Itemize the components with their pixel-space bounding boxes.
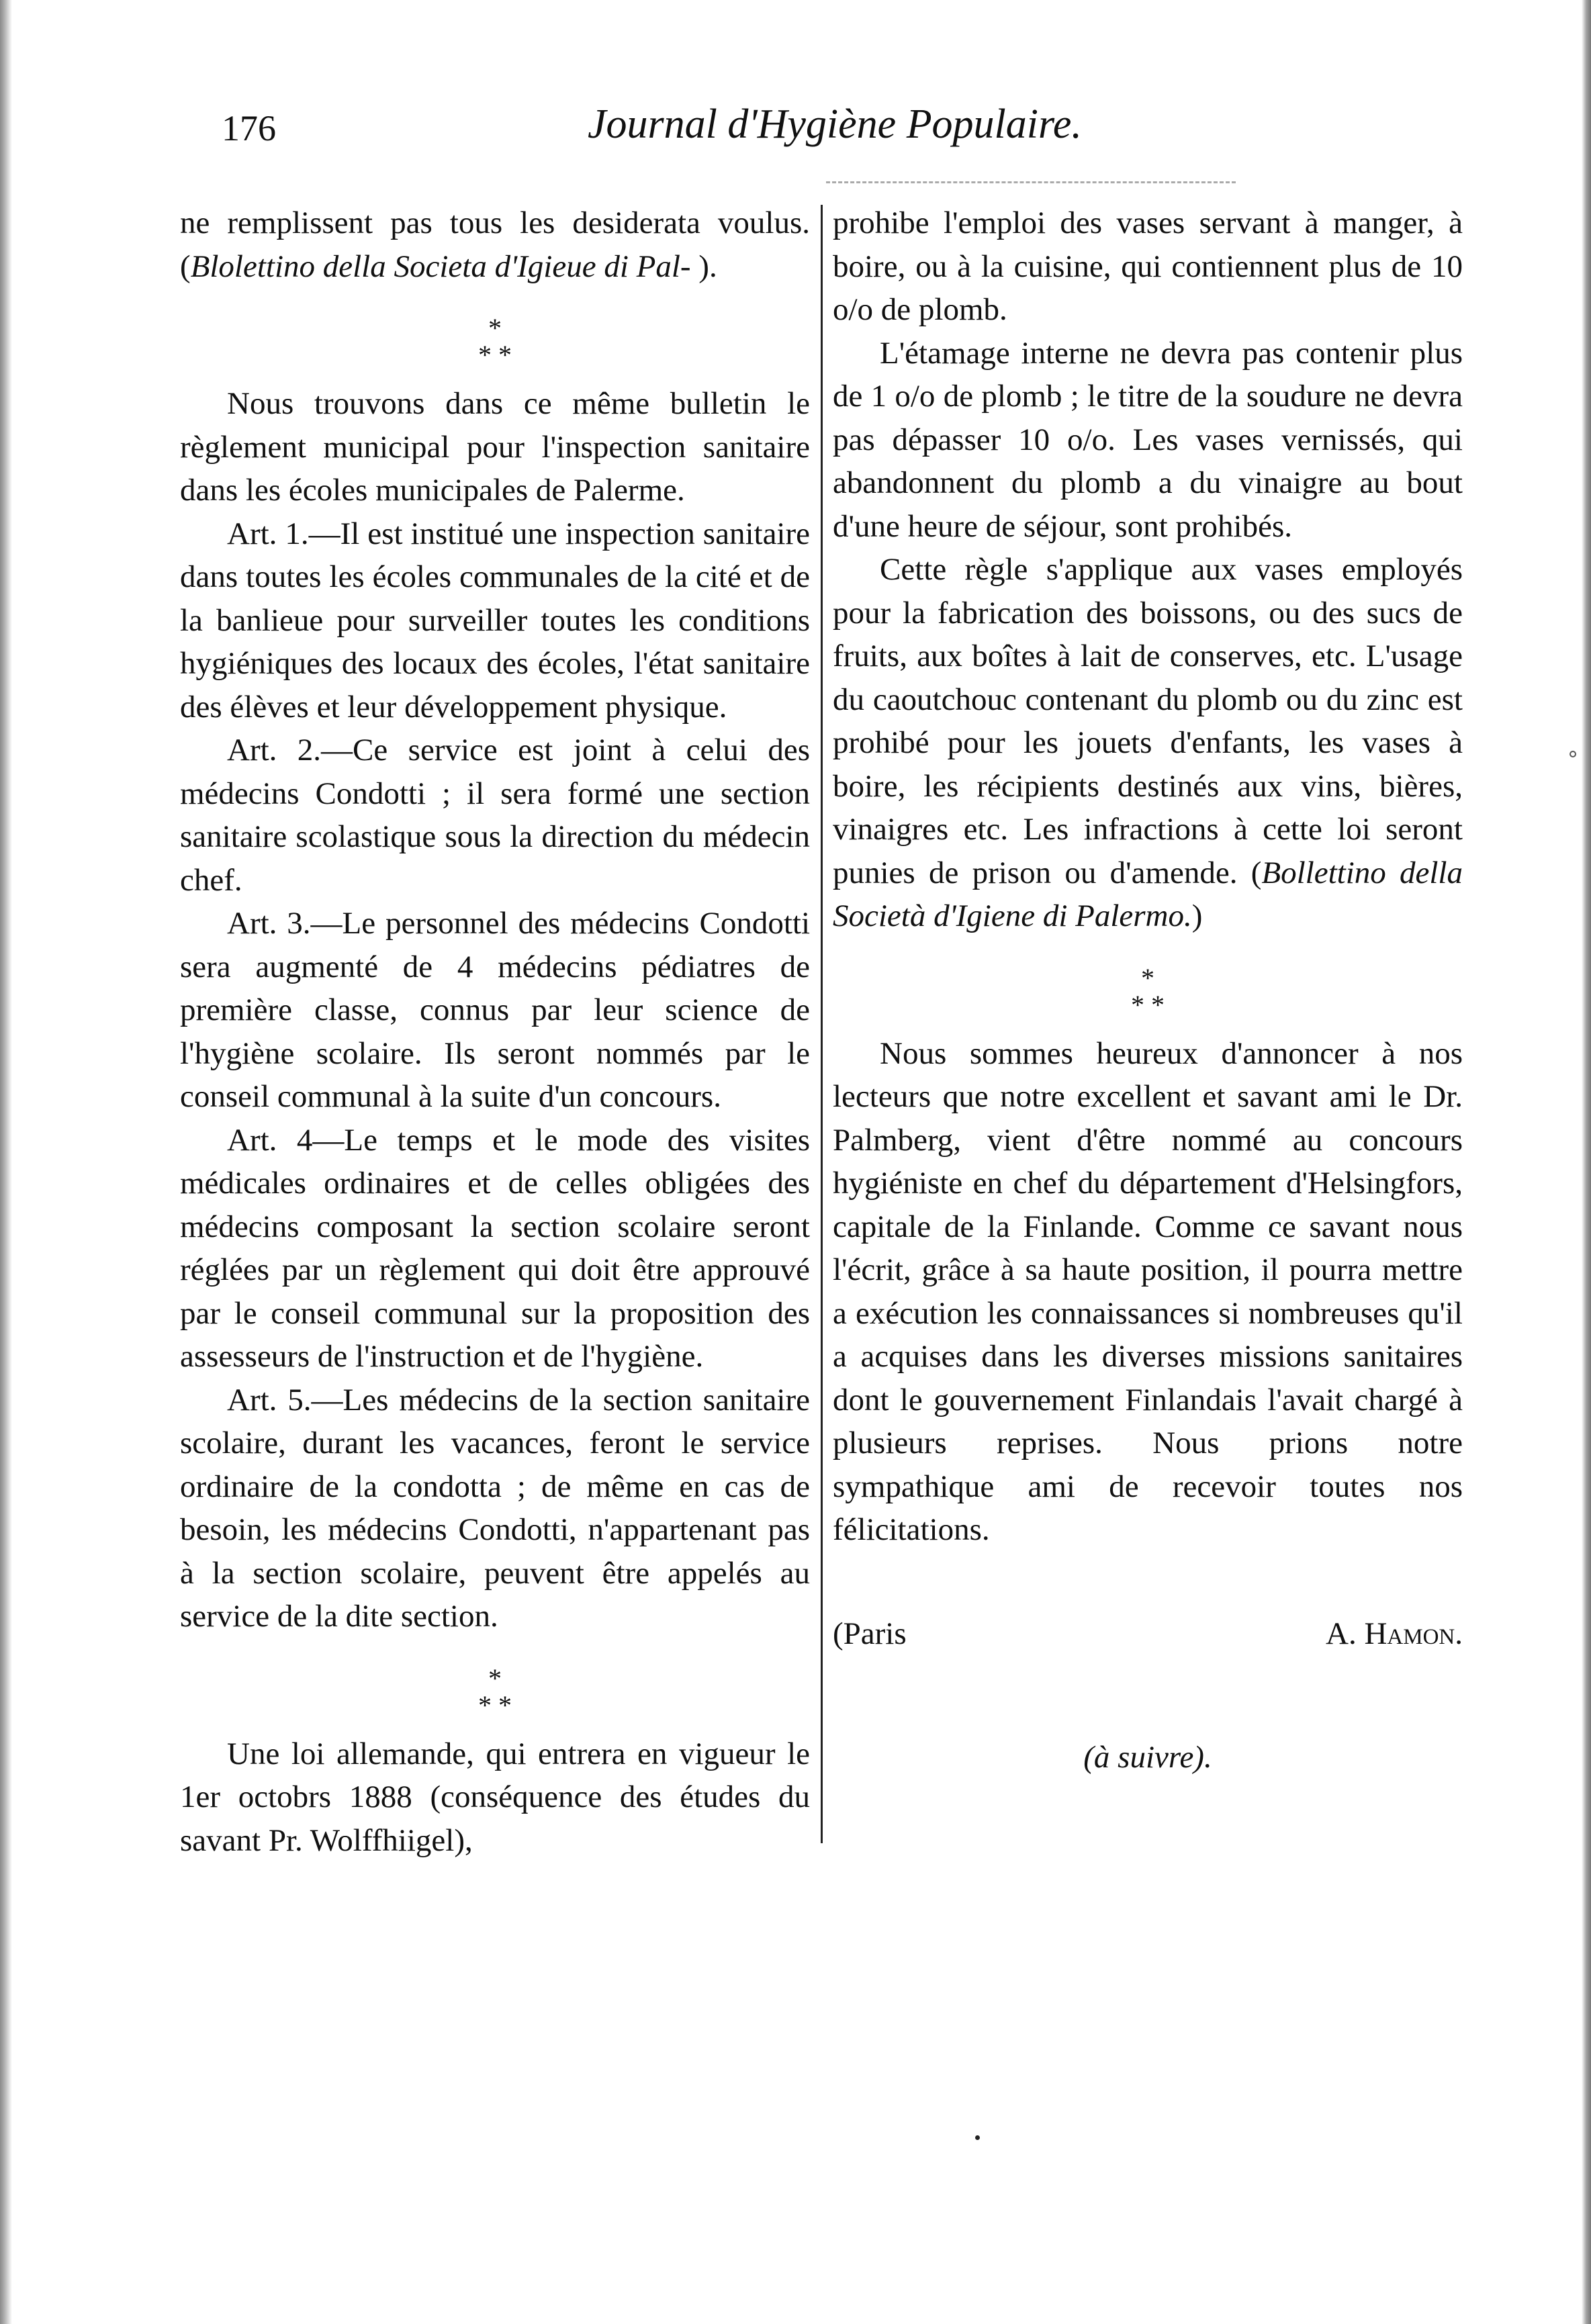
- paragraph: Art. 3.—Le personnel des médecins Condotti sera augmenté de 4 médecins pédiatres de première classe, connus par leur science de l'hygiène scolaire. Ils seront nommés par le conseil communal à la suite d'un concours.: [180, 906, 810, 1114]
- to-be-continued: (à suivre).: [1083, 1740, 1212, 1775]
- page-header: [222, 101, 1451, 168]
- paragraph: L'étamage interne ne devra pas contenir plus de 1 o/o de plomb ; le titre de la soudure ne devra pas dépasser 10 o/o. Les vases vernissés, qui abandonnent du plomb a du vinaigre au bout d'une heure de séjour, sont prohibés.: [833, 335, 1463, 544]
- paragraph: Cette règle s'applique aux vases employés pour la fabrication des boissons, ou des sucs de fruits, aux boîtes à lait de conserves, etc. L'usage du caoutchouc contenant du plomb ou du zinc est prohibé pour les jouets d'enfants, les vases à boire, les récipients destinés aux vins, bières, vinaigres etc. Les infractions à cette loi seront punies de prison ou d'amende. (Bollettino della Società d'Igiene di Palermo.): [833, 552, 1463, 933]
- left-column: [180, 201, 810, 1862]
- paragraph: Art. 2.—Ce service est joint à celui des médecins Condotti ; il sera formé une section sanitaire scolastique sous la direction du médecin chef.: [180, 733, 810, 898]
- paragraph: Art. 5.—Les médecins de la section sanitaire scolaire, durant les vacances, feront le service ordinaire de la condotta ; de même en cas de besoin, les médecins Condotti, n'appartenant pas à la section scolaire, peuvent être appelés au service de la dite section.: [180, 1382, 810, 1634]
- ink-speck: [1570, 751, 1576, 757]
- page-number: 176: [222, 108, 276, 148]
- paragraph: Art. 1.—Il est institué une inspection sanitaire dans toutes les écoles communales de la cité et de la banlieue pour surveiller toutes les conditions hygiéniques des locaux des écoles, l'état sanitaire des élèves et leur développement physique.: [180, 516, 810, 725]
- italic-citation: Blolettino della Societa d'Igieue di Pal-: [190, 248, 691, 284]
- paragraph: ne remplissent pas tous les desiderata voulus. (Blolettino della Societa d'Igieue di Pal- ).: [180, 205, 810, 284]
- section-separator-asterisks: * * *: [1131, 962, 1165, 1020]
- header-rule: [826, 181, 1236, 183]
- signature-author: A. Hamon.: [1326, 1616, 1463, 1651]
- paragraph: prohibe l'emploi des vases servant à manger, à boire, ou à la cuisine, qui contiennent plus de 10 o/o de plomb.: [833, 205, 1463, 327]
- section-separator-asterisks: * * *: [478, 313, 512, 370]
- ink-speck: [975, 2135, 980, 2140]
- signature-place: (Paris: [833, 1616, 907, 1651]
- paragraph: Une loi allemande, qui entrera en vigueur le 1er octobrs 1888 (conséquence des études du savant Pr. Wolffhiigel),: [180, 1736, 810, 1858]
- italic-citation: Bollettino della Società d'Igiene di Palermo.: [833, 855, 1463, 933]
- scan-edge-left: [0, 0, 12, 2324]
- paragraph: Art. 4—Le temps et le mode des visites médicales ordinaires et de celles obligées des médecins composant la section scolaire seront réglées par un règlement qui doit être approuvé par le conseil communal sur la proposition des assesseurs de l'instruction et de l'hygiène.: [180, 1122, 810, 1374]
- journal-title: Journal d'Hygiène Populaire.: [588, 101, 1082, 147]
- paragraph: Nous sommes heureux d'annoncer à nos lecteurs que notre excellent et savant ami le Dr. Palmberg, vient d'être nommé au concours hygiéniste en chef du département d'Helsingfors, capitale de la Finlande. Comme ce savant nous l'écrit, grâce à sa haute position, il pourra mettre a exécution les connaissances si nombreuses qu'il a acquises dans les diverses missions sanitaires dont le gouvernement Finlandais l'avait chargé à plusieurs reprises. Nous prions notre sympathique ami de recevoir toutes nos félicitations.: [833, 1035, 1463, 1547]
- scan-edge-right: [1582, 0, 1591, 2324]
- paragraph: Nous trouvons dans ce même bulletin le règlement municipal pour l'inspection sanitaire dans les écoles municipales de Palerme.: [180, 386, 810, 508]
- column-divider: [821, 205, 823, 1843]
- section-separator-asterisks: * * *: [478, 1663, 512, 1720]
- signature-line: [833, 1612, 1463, 1656]
- right-column: [833, 201, 1463, 1779]
